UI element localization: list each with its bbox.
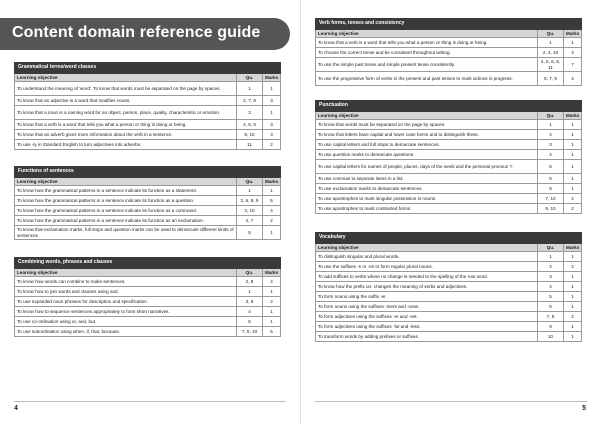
question-cell: 4, 5, 6, 8, 11 [538,58,564,72]
objective-cell: To use co-ordination using or, and, but. [15,317,237,327]
marks-cell: 4 [564,48,582,58]
combining-table [14,257,281,337]
question-cell: 5 [538,292,564,302]
marks-cell: 2 [564,262,582,272]
question-cell: 6, 7, 9 [538,72,564,86]
question-cell: 6 [538,302,564,312]
table-row [316,204,582,214]
grammar-table [14,62,281,150]
table-row [316,332,582,342]
objective-cell: To use expanded noun phrases for description and specification. [15,297,237,307]
column-header-qu: Qu. [237,177,263,186]
objective-cell: To know that an adjective is a word that modifies nouns. [15,96,237,106]
table-row [15,317,281,327]
marks-cell: 1 [263,226,281,240]
question-cell: 3 [538,140,564,150]
question-cell: 7, 8 [538,312,564,322]
table-row [15,216,281,226]
table-row [316,174,582,184]
table-row [316,252,582,262]
marks-cell: 4 [263,206,281,216]
question-cell: 9, 10 [237,130,263,140]
objective-cell: To know how to sequence sentences appropriately to form short narratives. [15,307,237,317]
marks-cell: 2 [564,204,582,214]
objective-cell: To use the simple past tense and simple present tense consistently. [316,58,538,72]
column-header-objective: Learning objective [15,73,237,82]
marks-cell: 1 [564,322,582,332]
objective-cell: To form adjectives using the suffixes -er and -est. [316,312,538,322]
objective-cell: To form nouns using the suffixes -ment and -ness. [316,302,538,312]
marks-cell: 1 [564,140,582,150]
column-header-objective: Learning objective [316,243,538,252]
table-row [15,307,281,317]
objective-cell: To know that a noun is a naming word for an object, person, place, quality, characteristic or emotion. [15,106,237,120]
marks-cell: 3 [263,96,281,106]
table-row [316,130,582,140]
question-cell: 9 [538,322,564,332]
column-header-marks: Marks [564,29,582,38]
column-header-qu: Qu. [538,29,564,38]
table-title: Vocabulary [316,233,582,244]
column-header-marks: Marks [263,268,281,277]
question-cell: 3 [538,272,564,282]
objective-cell: To know that letters have capital and lower case forms and to distinguish these. [316,130,538,140]
marks-cell: 4 [263,277,281,287]
marks-cell: 3 [564,72,582,86]
question-cell: 5 [237,226,263,240]
marks-cell: 1 [564,302,582,312]
marks-cell: 5 [263,196,281,206]
table-row [316,38,582,48]
footer-rule [14,401,286,402]
question-cell: 9, 10 [538,204,564,214]
marks-cell: 2 [564,312,582,322]
vocabulary-table [315,232,582,342]
table-row [15,96,281,106]
table-row [15,196,281,206]
question-cell: 2, 3, 10 [538,48,564,58]
question-cell: 5 [538,160,564,174]
table-row [316,302,582,312]
table-row [15,140,281,150]
table-row [15,106,281,120]
table-title: Punctuation [316,101,582,112]
table-title: Functions of sentences [15,167,281,178]
table-row [15,130,281,140]
table-title: Verb forms, tenses and consistency [316,19,582,30]
question-cell: 6 [538,174,564,184]
table-row [316,150,582,160]
question-cell: 3, 6 [237,297,263,307]
question-cell: 2, 6, 8, 9 [237,196,263,206]
column-header-objective: Learning objective [15,268,237,277]
marks-cell: 1 [564,174,582,184]
marks-cell: 1 [564,38,582,48]
table-row [15,297,281,307]
column-header-objective: Learning objective [15,177,237,186]
question-cell: 2, 8 [237,277,263,287]
column-header-objective: Learning objective [316,29,538,38]
question-cell: 2 [538,130,564,140]
table-row [15,327,281,337]
question-cell: 4, 5, 6 [237,120,263,130]
table-row [15,226,281,240]
objective-cell: To use capital letters for names of people, places, days of the week and the personal pronoun 'I'. [316,160,538,174]
question-cell: 8 [538,184,564,194]
objective-cell: To know that exclamation marks, full stops and question marks can be used to demarcate different kinds of sentences. [15,226,237,240]
title-banner [0,18,290,50]
marks-cell: 2 [564,194,582,204]
table-row [316,160,582,174]
objective-cell: To know how the grammatical patterns in a sentence indicate its function as a question. [15,196,237,206]
table-row [316,322,582,332]
table-row [316,120,582,130]
question-cell: 1 [237,82,263,96]
marks-cell: 1 [263,186,281,196]
table-row [15,186,281,196]
table-title: Combining words, phrases and clauses [15,258,281,269]
objective-cell: To use apostrophes to mark contracted forms. [316,204,538,214]
table-row [316,262,582,272]
question-cell: 4, 7 [237,216,263,226]
page-number: 4 [14,405,18,412]
objective-cell: To transform words by adding prefixes or suffixes. [316,332,538,342]
table-row [316,194,582,204]
punctuation-table [315,100,582,214]
objective-cell: To distinguish singular and plural words. [316,252,538,262]
table-row [316,292,582,302]
objective-cell: To know how the grammatical patterns in a sentence indicate its function as a statement. [15,186,237,196]
objective-cell: To know how the prefix un- changes the meaning of verbs and adjectives. [316,282,538,292]
question-cell: 1 [237,186,263,196]
column-header-marks: Marks [564,243,582,252]
table-row [15,277,281,287]
objective-cell: To know how to join words and clauses using and. [15,287,237,297]
column-header-qu: Qu. [237,73,263,82]
objective-cell: To know how the grammatical patterns in a sentence indicate its function as an exclamation. [15,216,237,226]
marks-cell: 1 [263,82,281,96]
column-header-qu: Qu. [538,243,564,252]
marks-cell: 3 [263,120,281,130]
objective-cell: To use capital letters and full stops to demarcate sentences. [316,140,538,150]
objective-cell: To use question marks to demarcate questions. [316,150,538,160]
question-cell: 3 [237,106,263,120]
marks-cell: 1 [263,317,281,327]
objective-cell: To form adjectives using the suffixes -ful and -less. [316,322,538,332]
objective-cell: To understand the meaning of 'word'. To know that words must be separated on the page by spaces. [15,82,237,96]
table-row [15,287,281,297]
question-cell: 3, 10 [237,206,263,216]
objective-cell: To know how words can combine to make sentences. [15,277,237,287]
objective-cell: To know that a verb is a word that tells you what a person or thing is doing or being. [15,120,237,130]
page-title: Content domain reference guide [12,24,261,41]
question-cell: 1 [538,120,564,130]
table-row [316,48,582,58]
objective-cell: To use the progressive form of verbs in the present and past tenses to mark actions in progress. [316,72,538,86]
objective-cell: To use the suffixes -s or -es to form regular plural nouns. [316,262,538,272]
question-cell: 11 [237,140,263,150]
marks-cell: 1 [564,120,582,130]
column-header-qu: Qu. [538,111,564,120]
question-cell: 7, 10 [538,194,564,204]
column-header-marks: Marks [263,73,281,82]
table-row [316,58,582,72]
question-cell: 1 [538,38,564,48]
question-cell: 4 [538,282,564,292]
objective-cell: To use commas to separate items in a list. [316,174,538,184]
question-cell: 4 [538,150,564,160]
marks-cell: 1 [263,287,281,297]
table-row [316,140,582,150]
question-cell: 5 [237,317,263,327]
marks-cell: 1 [564,272,582,282]
marks-cell: 1 [564,160,582,174]
objective-cell: To form nouns using the suffix -er. [316,292,538,302]
table-row [15,206,281,216]
question-cell: 4 [237,307,263,317]
table-row [15,82,281,96]
table-row [316,272,582,282]
page-number: 5 [582,405,586,412]
marks-cell: 1 [564,282,582,292]
objective-cell: To know that an adverb gives more information about the verb in a sentence. [15,130,237,140]
column-header-objective: Learning objective [316,111,538,120]
table-row [316,312,582,322]
footer-rule [315,401,587,402]
objective-cell: To use -ly in Standard English to turn adjectives into adverbs. [15,140,237,150]
question-cell: 2, 7, 8 [237,96,263,106]
marks-cell: 1 [263,307,281,317]
marks-cell: 2 [263,140,281,150]
objective-cell: To add suffixes to verbs where no change is needed to the spelling of the root word. [316,272,538,282]
table-title: Grammatical terms/word classes [15,63,281,74]
table-row [316,72,582,86]
objective-cell: To know that words must be separated on the page by spaces. [316,120,538,130]
objective-cell: To know that a verb is a word that tells you what a person or thing is doing or being. [316,38,538,48]
question-cell: 10 [538,332,564,342]
objective-cell: To choose the correct tense and be consistent throughout writing. [316,48,538,58]
table-row [316,282,582,292]
marks-cell: 1 [564,332,582,342]
verbs-table [315,18,582,86]
right-page [300,0,600,424]
column-header-qu: Qu. [237,268,263,277]
marks-cell: 1 [564,184,582,194]
question-cell: 1 [237,287,263,297]
functions-table [14,166,281,240]
objective-cell: To use apostrophes to mark singular possession in nouns. [316,194,538,204]
marks-cell: 1 [564,252,582,262]
table-row [316,184,582,194]
column-header-marks: Marks [564,111,582,120]
question-cell: 7, 9, 10 [237,327,263,337]
marks-cell: 2 [263,297,281,307]
marks-cell: 1 [263,106,281,120]
marks-cell: 1 [564,150,582,160]
question-cell: 2 [538,262,564,272]
objective-cell: To use subordination using when, if, that, because. [15,327,237,337]
marks-cell: 7 [564,58,582,72]
marks-cell: 5 [263,327,281,337]
question-cell: 1 [538,252,564,262]
table-row [15,120,281,130]
marks-cell: 1 [564,292,582,302]
marks-cell: 3 [263,130,281,140]
marks-cell: 1 [564,130,582,140]
marks-cell: 2 [263,216,281,226]
column-header-marks: Marks [263,177,281,186]
objective-cell: To use exclamation marks to demarcate sentences. [316,184,538,194]
objective-cell: To know how the grammatical patterns in a sentence indicate its function as a command. [15,206,237,216]
